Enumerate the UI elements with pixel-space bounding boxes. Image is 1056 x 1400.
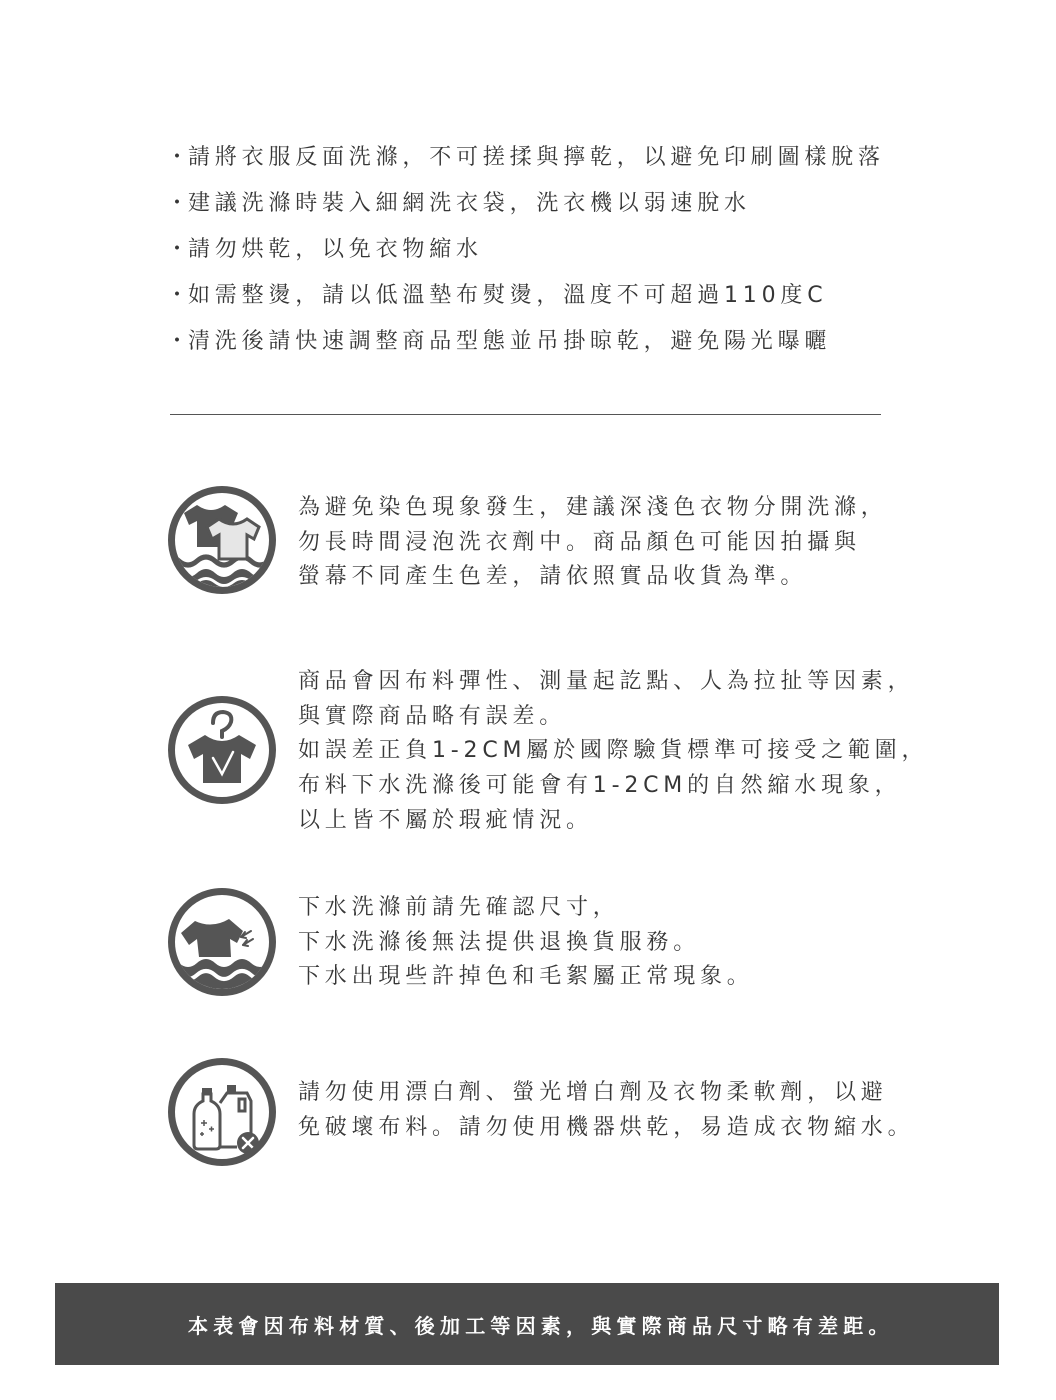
notice-line: 下水出現些許掉色和毛絮屬正常現象。 (298, 964, 754, 990)
notice-line: 請勿使用漂白劑、螢光增白劑及衣物柔軟劑，以避 (298, 1080, 888, 1105)
dye-transfer-shirts-icon (167, 485, 277, 595)
care-item (166, 181, 885, 227)
bullet: ・ (166, 237, 189, 262)
notice-line: 布料下水洗滌後可能會有1-2CM的自然縮水現象， (298, 773, 902, 799)
care-item-text: 建議洗滌時裝入細網洗衣袋，洗衣機以弱速脫水 (188, 191, 751, 216)
notice-line: 勿長時間浸泡洗衣劑中。商品顏色可能因拍攝與 (298, 529, 861, 555)
section-divider (170, 414, 881, 415)
notice-size-tolerance (298, 665, 928, 839)
notice-line: 免破壞布料。請勿使用機器烘乾，易造成衣物縮水。 (298, 1114, 915, 1140)
care-item-text: 清洗後請快速調整商品型態並吊掛晾乾，避免陽光曝曬 (188, 329, 832, 354)
bullet: ・ (166, 329, 189, 354)
notice-wash-before-check (298, 891, 754, 995)
care-item (166, 227, 885, 273)
care-item (166, 319, 885, 365)
notice-dye-transfer (298, 491, 888, 595)
notice-line: 下水洗滌後無法提供退換貨服務。 (298, 929, 701, 955)
care-item (166, 273, 885, 319)
notice-line: 以上皆不屬於瑕疵情況。 (298, 807, 593, 833)
care-item (166, 135, 885, 181)
care-item-text: 請將衣服反面洗滌，不可搓揉與擰乾，以避免印刷圖樣脫落 (188, 145, 885, 170)
care-item-text: 如需整燙，請以低溫墊布熨燙，溫度不可超過110度C (188, 283, 828, 308)
notice-no-bleach (298, 1076, 914, 1145)
footer-note: 本表會因布料材質、後加工等因素，與實際商品尺寸略有差距。 (188, 1313, 894, 1338)
notice-line: 螢幕不同產生色差，請依照實品收貨為準。 (298, 564, 808, 590)
care-instructions-list (166, 135, 885, 365)
care-item-text: 請勿烘乾，以免衣物縮水 (188, 237, 483, 262)
no-bleach-softener-icon (167, 1057, 277, 1167)
notice-line: 與實際商品略有誤差。 (298, 703, 567, 729)
footer-bar (55, 1283, 999, 1365)
bullet: ・ (166, 283, 189, 308)
shrinking-shirt-water-icon (167, 887, 277, 997)
notice-line: 商品會因布料彈性、測量起訖點、人為拉扯等因素， (298, 669, 915, 694)
notice-line: 如誤差正負1-2CM屬於國際驗貨標準可接受之範圍， (298, 738, 929, 764)
notice-line: 為避免染色現象發生，建議深淺色衣物分開洗滌， (298, 495, 888, 520)
hanger-shirt-check-icon (167, 695, 277, 805)
notice-line: 下水洗滌前請先確認尺寸， (298, 895, 620, 920)
bullet: ・ (166, 191, 189, 216)
bullet: ・ (166, 145, 189, 170)
